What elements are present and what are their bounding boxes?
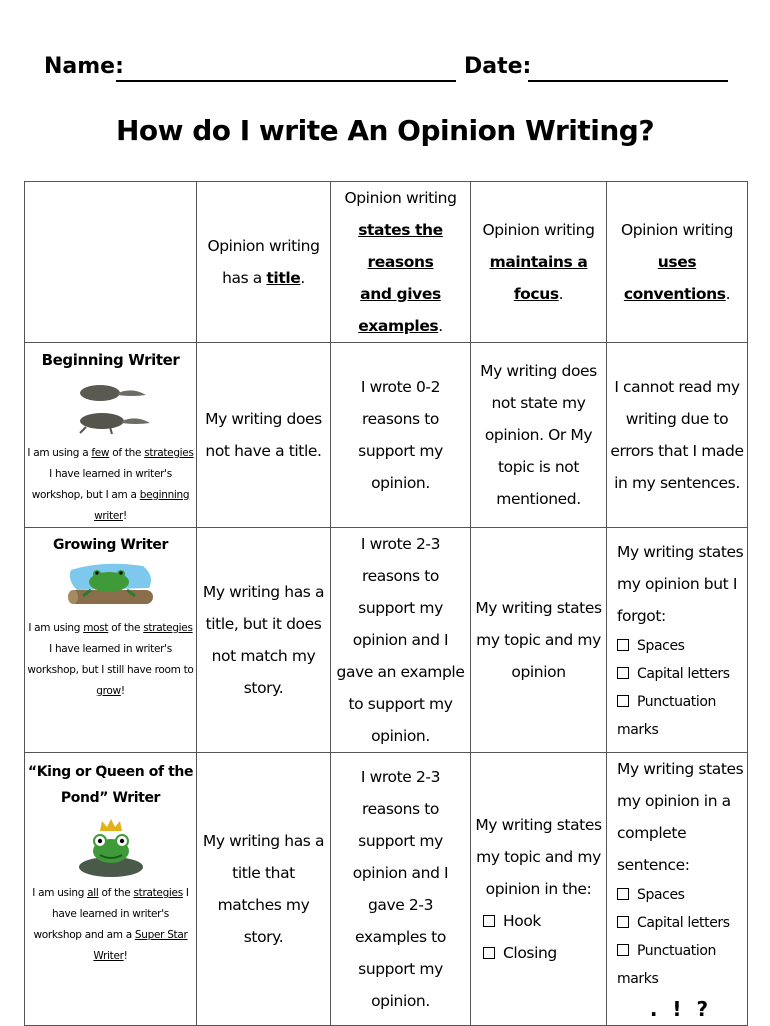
checkbox-icon <box>483 947 495 959</box>
cell-king-conventions: My writing states my opinion in a complete sentence: Spaces Capital letters Punctuation marks . ! ? <box>607 753 748 1026</box>
level-desc-growing: I am using most of the strategies I have learned in writer's workshop, but I still have room to grow! <box>27 622 194 697</box>
cell-king-reasons: I wrote 2-3 reasons to support my opinion and I gave 2-3 examples to support my opinion. <box>331 753 471 1026</box>
level-row-beginning <box>25 343 748 528</box>
date-label: Date: <box>464 54 532 79</box>
cell-growing-conventions: My writing states my opinion but I forgot: Spaces Capital letters Punctuation marks <box>607 528 748 753</box>
criterion-title: Opinion writing has a title. <box>197 182 331 343</box>
level-header-beginning: Beginning Writer I am using a few of the strategies I have learned in writer's workshop, but I am a beginning writer! <box>25 343 197 528</box>
cell-beginning-reasons: I wrote 0-2 reasons to support my opinion. <box>331 343 471 528</box>
level-desc-beginning: I am using a few of the strategies I have learned in writer's workshop, but I am a beginning writer! <box>27 447 194 522</box>
checklist-item: Closing <box>473 937 604 969</box>
name-label: Name: <box>44 54 124 79</box>
name-date-bar <box>44 54 734 88</box>
cell-growing-focus: My writing states my topic and my opinion <box>471 528 607 753</box>
cell-beginning-focus: My writing does not state my opinion. Or My topic is not mentioned. <box>471 343 607 528</box>
criterion-focus: Opinion writing maintains a focus. <box>471 182 607 343</box>
level-row-king-queen <box>25 753 748 1026</box>
frog-on-log-icon <box>63 560 159 614</box>
checkbox-icon <box>617 916 629 928</box>
level-desc-king-queen: I am using all of the strategies I have learned in writer's workshop and am a Super Star Writer! <box>32 887 189 962</box>
checklist-item: Hook <box>473 905 604 937</box>
checklist-item: Capital letters <box>617 909 745 937</box>
page-title: How do I write An Opinion Writing? <box>115 114 655 147</box>
criterion-conventions: Opinion writing uses conventions. <box>607 182 748 343</box>
criteria-row <box>25 182 748 343</box>
level-header-growing: Growing Writer I am using most of the strategies I have learned in writer's workshop, but I still have room to grow! <box>25 528 197 753</box>
name-field[interactable] <box>116 80 456 82</box>
criterion-reasons: Opinion writing states the reasons and gives examples. <box>331 182 471 343</box>
checkbox-icon <box>483 915 495 927</box>
frog-king-icon <box>76 815 146 879</box>
rubric-table <box>24 181 748 1026</box>
checklist-item: Punctuation marks <box>617 943 716 987</box>
checkbox-icon <box>617 888 629 900</box>
checkbox-icon <box>617 695 629 707</box>
checkbox-icon <box>617 944 629 956</box>
cell-beginning-title: My writing does not have a title. <box>197 343 331 528</box>
cell-king-title: My writing has a title that matches my story. <box>197 753 331 1026</box>
checkbox-icon <box>617 639 629 651</box>
corner-cell <box>25 182 197 343</box>
cell-king-focus: My writing states my topic and my opinion in the: Hook Closing <box>471 753 607 1026</box>
tadpole-icon <box>66 375 156 439</box>
checklist-item: Punctuation marks <box>617 694 716 738</box>
checklist-item: Spaces <box>617 632 745 660</box>
cell-beginning-conventions: I cannot read my writing due to errors that I made in my sentences. <box>607 343 748 528</box>
checklist-item: Capital letters <box>617 660 745 688</box>
level-header-king-queen: “King or Queen of the Pond” Writer I am using all of the strategies I have learned in writer's workshop and am a Super Star Writer! <box>25 753 197 1026</box>
cell-growing-title: My writing has a title, but it does not match my story. <box>197 528 331 753</box>
cell-growing-reasons: I wrote 2-3 reasons to support my opinion and I gave an example to support my opinion. <box>331 528 471 753</box>
checklist-item: Spaces <box>617 881 745 909</box>
checkbox-icon <box>617 667 629 679</box>
punctuation-marks: . ! ? <box>649 997 713 1021</box>
level-row-growing <box>25 528 748 753</box>
date-field[interactable] <box>528 80 728 82</box>
